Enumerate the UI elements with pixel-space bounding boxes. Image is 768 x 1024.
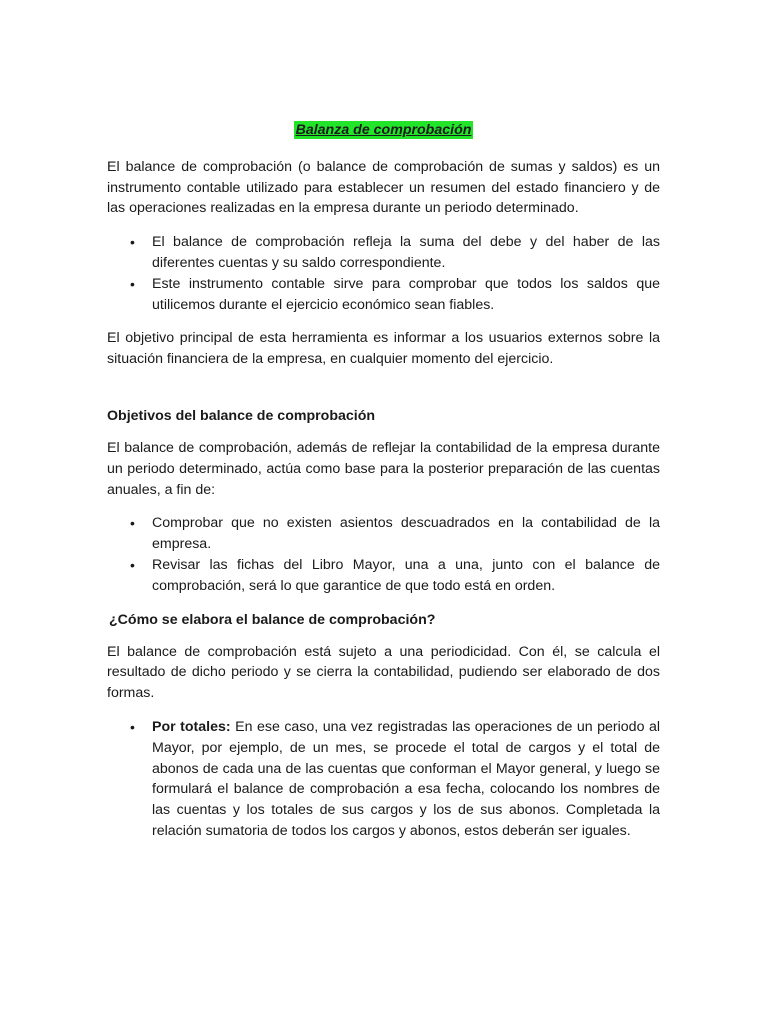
list-item-text: El balance de comprobación refleja la suma del debe y del haber de las diferentes cuentas y su saldo correspondiente. — [152, 234, 660, 271]
elabora-list — [107, 717, 660, 842]
bullet-icon: • — [130, 718, 135, 735]
title-block — [107, 120, 660, 141]
intro-list — [107, 232, 660, 315]
document-page — [107, 120, 660, 842]
list-item — [130, 555, 660, 597]
objetivos-paragraph: El balance de comprobación, además de reflejar la contabilidad de la empresa durante un periodo determinado, actúa como base para la posterior preparación de las cuentas anuales, a fin de: — [107, 439, 660, 498]
section-heading-como-se-elabora: ¿Cómo se elabora el balance de comprobación? — [109, 611, 436, 628]
bullet-icon: • — [130, 234, 135, 251]
list-item-text: Este instrumento contable sirve para comprobar que todos los saldos que utilicemos durante el ejercicio económico sean fiables. — [152, 275, 660, 313]
list-item-lead: Por totales: — [152, 718, 231, 735]
list-item — [130, 274, 660, 316]
list-item — [130, 232, 660, 274]
list-item — [130, 513, 660, 555]
list-item-text: Revisar las fichas del Libro Mayor, una a una, junto con el balance de comprobación, será lo que garantice de que todo está en orden. — [152, 556, 660, 594]
section-heading-objetivos: Objetivos del balance de comprobación — [107, 407, 376, 424]
bullet-icon: • — [130, 515, 135, 532]
list-item — [130, 717, 660, 842]
elabora-paragraph: El balance de comprobación está sujeto a una periodicidad. Con él, se calcula el resultado de dicho periodo y se cierra la contabilidad, pudiendo ser elaborado de dos formas. — [107, 643, 660, 702]
objetivos-list — [107, 513, 660, 596]
document-title: Balanza de comprobación — [295, 122, 472, 138]
intro-paragraph: El balance de comprobación (o balance de comprobación de sumas y saldos) es un instrumento contable utilizado para establecer un resumen del estado financiero y de las operaciones realizadas en la empresa durante un periodo determinado. — [107, 158, 660, 217]
bullet-icon: • — [130, 556, 135, 573]
list-item-text: Comprobar que no existen asientos descuadrados en la contabilidad de la empresa. — [152, 515, 660, 553]
bullet-icon: • — [130, 275, 135, 292]
objective-paragraph: El objetivo principal de esta herramienta es informar a los usuarios externos sobre la situación financiera de la empresa, en cualquier momento del ejercicio. — [107, 330, 660, 368]
list-item-text: En ese caso, una vez registradas las operaciones de un periodo al Mayor, por ejemplo, de un mes, se procede el total de cargos y el total de abonos de cada una de las cuentas que conforman el Mayor general, y luego se formulará el balance de comprobación a esa fecha, colocando los nombres de las cuentas y los totales de sus cargos y los de sus abonos. Completada la relación sumatoria de todos los cargos y abonos, estos deberán ser iguales. — [152, 718, 660, 839]
